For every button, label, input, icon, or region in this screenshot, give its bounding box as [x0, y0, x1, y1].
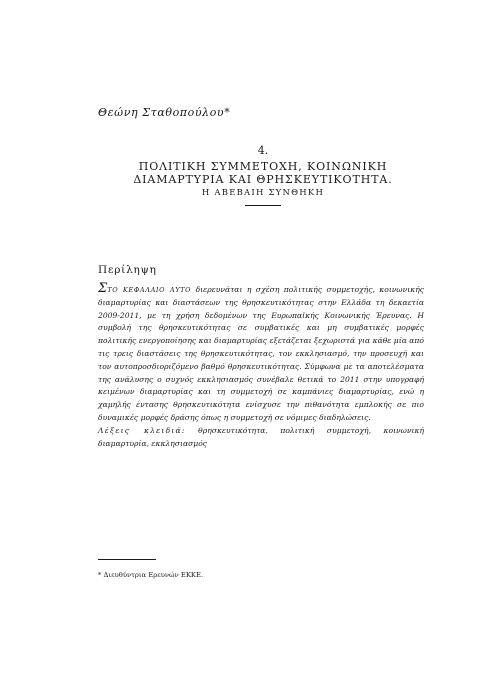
keywords-text: θρησκευτικότητα, πολιτική συμμετοχή, κοινωνική διαμαρτυρία, εκκλησιασμός: [98, 425, 424, 448]
abstract-paragraph: [98, 281, 424, 425]
abstract-body: [98, 281, 424, 450]
chapter-title-line-2: ΔΙΑΜΑΡΤΥΡΙΑ ΚΑΙ ΘΡΗΣΚΕΥΤΙΚΟΤΗΤΑ.: [133, 173, 393, 186]
abstract-text: διερευνάται η σχέση πολιτικής συμμετοχής, κοινωνικής διαμαρτυρίας και διαστάσεων της θρησκευτικότητας στην Ελλάδα τη δεκαετία 2009-2011, με τη χρήση δεδομένων της Ευρωπαϊκής Κοινωνικής Έρευνας. Η συμβολή της θρησκευτικότητας σε συμβατικές και μη συμβατικές μορφές πολιτικής ενεργοποίησης και διαμαρτυρίας εξετάζεται ξεχωριστά για κάθε μία από τις τρεις διαστάσεις της θρησκευτικότητας, τον εκκλησιασμό, την προσευχή και τον αυτοπροσδιοριζόμενο βαθμό θρησκευτικότητας. Σύμφωνα με τα αποτελέσματα της ανάλυσης ο συχνός εκκλησιασμός συνέβαλε θετικά το 2011 στην υπογραφή κειμένων διαμαρτυρίας και τη συμμετοχή σε καμπάνιες διαμαρτυρίας, ενώ η χαμηλής έντασης θρησκευτικότητα ενίσχυσε την πιθανότητα εμπλοκής σε πιο δυναμικές μορφές δράσης όπως η συμμετοχή σε νόμιμες διαδηλώσεις.: [98, 285, 424, 422]
drop-cap: Σ: [98, 281, 108, 296]
keywords-label: Λέξεις κλειδιά:: [98, 425, 186, 435]
chapter-heading: [98, 144, 428, 206]
chapter-divider: [245, 205, 281, 206]
author-name: Θεώνη Σταθοπούλου*: [98, 106, 231, 119]
abstract-lead: ΤΟ ΚΕΦΑΛΑΙΟ ΑΥΤΟ: [107, 286, 192, 294]
chapter-title-line-1: ΠΟΛΙΤΙΚΗ ΣΥΜΜΕΤΟΧΗ, ΚΟΙΝΩΝΙΚΗ: [138, 160, 388, 173]
chapter-number: 4.: [257, 144, 269, 157]
chapter-subtitle: Η ΑΒΕΒΑΙΗ ΣΥΝΘΗΚΗ: [201, 188, 325, 198]
footnote: * Διευθύντρια Ερευνών ΕΚΚΕ.: [98, 571, 204, 579]
abstract-heading: Περίληψη: [98, 264, 157, 276]
footnote-divider: [98, 559, 156, 560]
keywords-paragraph: [98, 425, 424, 451]
